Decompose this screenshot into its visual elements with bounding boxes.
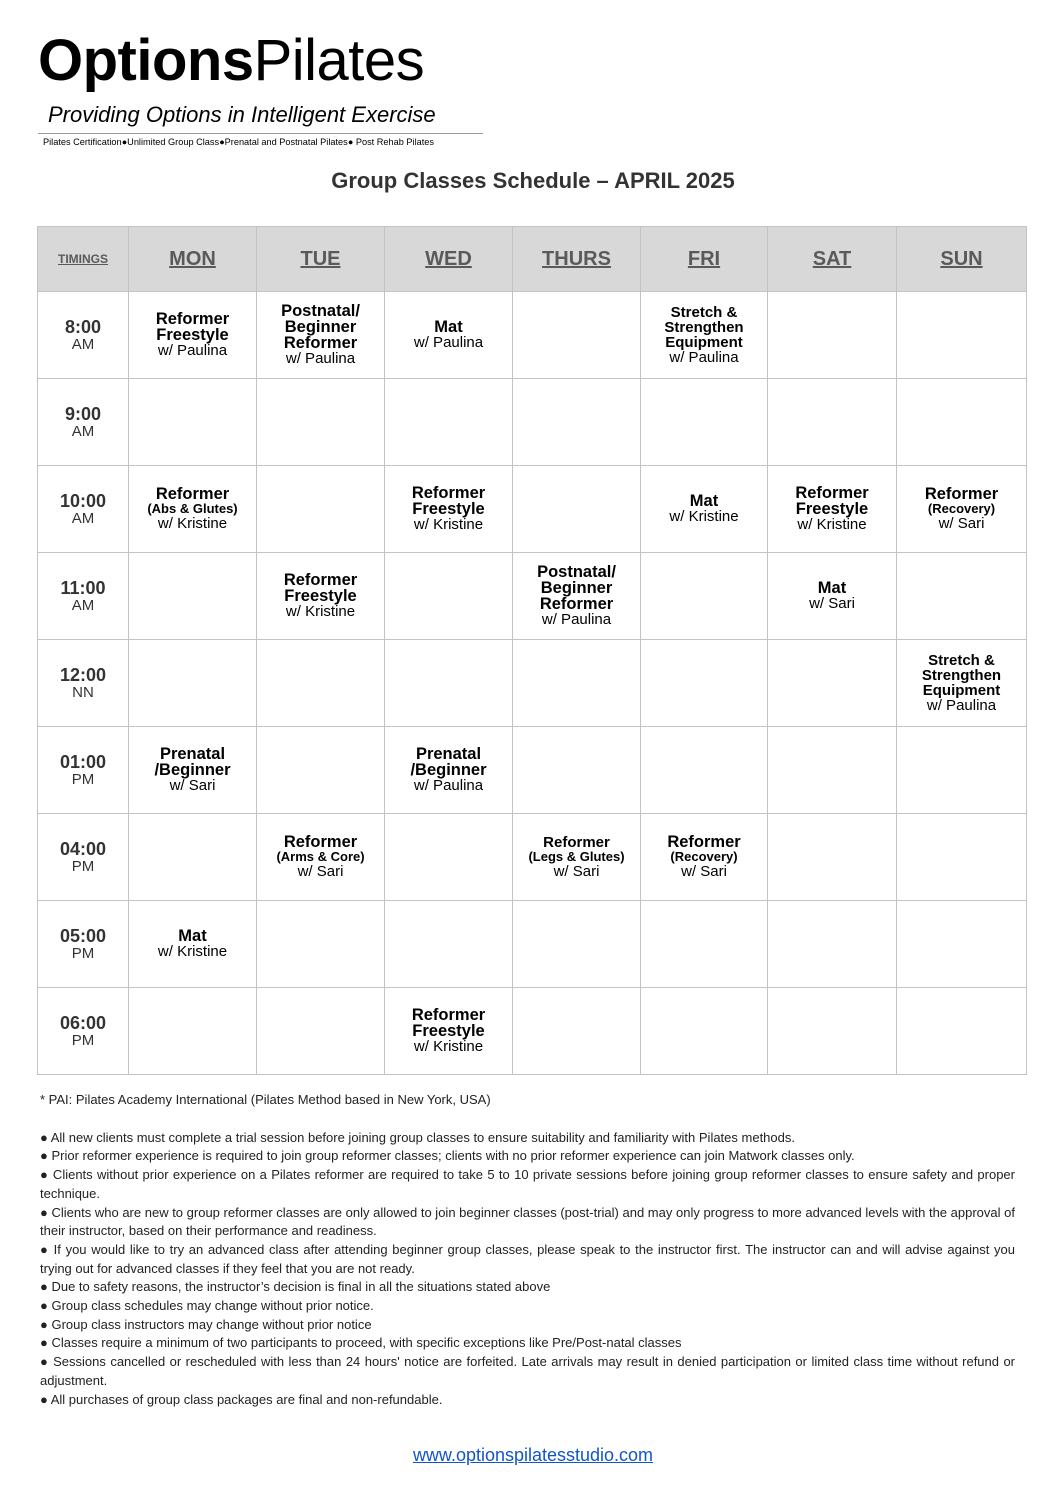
time-cell — [38, 727, 129, 814]
empty-cell — [257, 640, 385, 727]
empty-cell — [768, 727, 897, 814]
policy-item: ● Prior reformer experience is required to join group reformer classes; clients with no prior reformer experience can join Matwork classes only. — [40, 1148, 855, 1164]
empty-cell — [385, 553, 513, 640]
empty-cell — [897, 292, 1027, 379]
day-header-sat: SAT — [768, 227, 897, 292]
time-cell — [38, 640, 129, 727]
class-name: Reformer — [283, 833, 358, 851]
time-cell — [38, 988, 129, 1075]
empty-cell — [768, 901, 897, 988]
policy-item: ● Group class schedules may change without prior notice. — [40, 1298, 374, 1314]
empty-cell — [768, 379, 897, 466]
class-cell — [257, 814, 385, 901]
class-cell — [641, 814, 768, 901]
timings-header: TIMINGS — [38, 227, 129, 292]
empty-cell — [513, 727, 641, 814]
class-name: Reformer Freestyle — [155, 310, 230, 344]
empty-cell — [897, 988, 1027, 1075]
time-cell — [38, 292, 129, 379]
empty-cell — [641, 727, 768, 814]
class-name: Reformer Freestyle — [283, 571, 358, 605]
time-period: AM — [71, 509, 95, 527]
class-instructor: w/ Kristine — [157, 943, 228, 960]
policy-item: ● Clients without prior experience on a Pilates reformer are required to take 5 to 10 private sessions before joining group reformer classes to ensure safety and proper technique. — [40, 1167, 1015, 1201]
class-cell — [641, 292, 768, 379]
empty-cell — [513, 379, 641, 466]
empty-cell — [897, 814, 1027, 901]
empty-cell — [385, 901, 513, 988]
class-cell — [897, 640, 1027, 727]
time-label: 04:00 — [59, 838, 107, 859]
class-cell — [257, 553, 385, 640]
class-cell — [513, 814, 641, 901]
time-label: 11:00 — [60, 577, 106, 598]
class-instructor: w/ Paulina — [285, 350, 356, 367]
class-instructor: w/ Kristine — [669, 508, 739, 525]
footer — [0, 1445, 1059, 1466]
empty-cell — [641, 988, 768, 1075]
empty-cell — [129, 379, 257, 466]
time-label: 8:00 — [64, 316, 102, 337]
empty-cell — [513, 988, 641, 1075]
class-cell — [385, 292, 513, 379]
class-name: Postnatal/ Beginner Reformer — [537, 563, 616, 613]
page-title: Group Classes Schedule – APRIL 2025 — [331, 168, 735, 193]
time-label: 12:00 — [59, 664, 107, 685]
class-instructor: w/ Sari — [169, 777, 216, 794]
empty-cell — [897, 901, 1027, 988]
brand-tagline: Providing Options in Intelligent Exercise — [48, 102, 436, 127]
class-instructor: w/ Kristine — [157, 515, 228, 532]
empty-cell — [768, 814, 897, 901]
class-cell — [385, 727, 513, 814]
class-instructor: w/ Paulina — [413, 334, 484, 351]
policy-item: ● All purchases of group class packages are final and non-refundable. — [40, 1391, 443, 1407]
policy-item: ● Due to safety reasons, the instructor’s decision is final in all the situations stated above — [40, 1279, 551, 1295]
class-instructor: w/ Kristine — [797, 516, 867, 533]
class-instructor: w/ Sari — [297, 863, 344, 880]
class-focus: (Abs & Glutes) — [147, 501, 238, 516]
class-name: Stretch & Strengthen Equipment — [664, 303, 744, 351]
pai-note: * PAI: Pilates Academy International (Pilates Method based in New York, USA) — [40, 1092, 491, 1107]
class-focus: (Legs & Glutes) — [528, 848, 625, 864]
day-header-fri: FRI — [641, 227, 768, 292]
policy-item: ● Sessions cancelled or rescheduled with less than 24 hours' notice are forfeited. Late arrivals may result in denied participation or limited class time without refund or adjustment. — [40, 1354, 1015, 1388]
time-row — [38, 901, 1027, 988]
empty-cell — [897, 553, 1027, 640]
brand-services: Pilates Certification●Unlimited Group Class●Prenatal and Postnatal Pilates● Post Rehab Pilates — [43, 137, 434, 147]
day-header-thurs: THURS — [513, 227, 641, 292]
class-instructor: w/ Paulina — [669, 348, 739, 366]
brand-logo — [38, 30, 488, 92]
class-cell — [129, 727, 257, 814]
empty-cell — [513, 901, 641, 988]
time-cell — [38, 814, 129, 901]
class-cell — [768, 466, 897, 553]
empty-cell — [641, 640, 768, 727]
class-name: Reformer Freestyle — [795, 484, 869, 518]
class-name: Stretch & Strengthen Equipment — [921, 651, 1002, 699]
class-cell — [768, 553, 897, 640]
class-name: Reformer — [543, 833, 610, 851]
policy-item: ● If you would like to try an advanced class after attending beginner group classes, please speak to the instructor first. The instructor can and will advise against you trying out for advanced classes if they feel that you are not ready. — [40, 1241, 1015, 1276]
class-focus: (Arms & Core) — [276, 849, 365, 864]
time-period: AM — [71, 596, 95, 614]
class-name: Prenatal /Beginner — [154, 745, 231, 779]
empty-cell — [129, 553, 257, 640]
time-label: 01:00 — [59, 751, 107, 772]
class-name: Mat — [178, 927, 207, 945]
time-cell — [38, 553, 129, 640]
class-cell — [129, 292, 257, 379]
policy-item: ● All new clients must complete a trial session before joining group classes to ensure suitability and familiarity with Pilates methods. — [40, 1129, 795, 1145]
time-period: PM — [71, 1031, 95, 1049]
time-label: 10:00 — [59, 490, 107, 511]
time-row — [38, 640, 1027, 727]
empty-cell — [641, 901, 768, 988]
empty-cell — [385, 640, 513, 727]
empty-cell — [513, 640, 641, 727]
time-cell — [38, 901, 129, 988]
class-focus: (Recovery) — [670, 849, 738, 864]
class-name: Postnatal/ Beginner Reformer — [281, 302, 360, 352]
class-name: Reformer — [667, 833, 741, 851]
time-row — [38, 814, 1027, 901]
time-label: 9:00 — [64, 403, 102, 424]
day-header-wed: WED — [385, 227, 513, 292]
class-instructor: w/ Sari — [938, 515, 985, 532]
class-name: Reformer — [924, 485, 999, 503]
class-cell — [513, 553, 641, 640]
time-row — [38, 379, 1027, 466]
empty-cell — [129, 814, 257, 901]
class-name: Reformer Freestyle — [411, 1006, 486, 1040]
class-cell — [385, 466, 513, 553]
tagline-divider — [38, 133, 483, 134]
time-row — [38, 292, 1027, 379]
class-name: Prenatal /Beginner — [410, 745, 487, 779]
time-row — [38, 988, 1027, 1075]
time-period: PM — [71, 770, 95, 788]
time-row — [38, 553, 1027, 640]
brand-name-light: Pilates — [253, 28, 425, 93]
class-cell — [641, 466, 768, 553]
empty-cell — [513, 466, 641, 553]
brand-name-bold: Options — [38, 28, 254, 93]
class-instructor: w/ Paulina — [413, 777, 484, 794]
class-instructor: w/ Sari — [809, 595, 855, 612]
time-cell — [38, 379, 129, 466]
time-period: PM — [71, 857, 95, 875]
time-label: 05:00 — [59, 925, 107, 946]
schedule-table — [37, 226, 1027, 1075]
empty-cell — [768, 988, 897, 1075]
time-period: AM — [71, 422, 95, 440]
class-cell — [897, 466, 1027, 553]
class-focus: (Recovery) — [927, 501, 996, 516]
policy-item: ● Classes require a minimum of two participants to proceed, with specific exceptions like Pre/Post-natal classes — [40, 1335, 682, 1351]
empty-cell — [385, 814, 513, 901]
empty-cell — [513, 292, 641, 379]
empty-cell — [641, 553, 768, 640]
class-instructor: w/ Kristine — [413, 516, 484, 533]
class-instructor: w/ Sari — [681, 863, 727, 880]
class-cell — [257, 292, 385, 379]
brand-header — [38, 30, 488, 147]
empty-cell — [257, 379, 385, 466]
class-name: Reformer — [155, 485, 230, 503]
empty-cell — [129, 988, 257, 1075]
empty-cell — [768, 640, 897, 727]
day-header-mon: MON — [129, 227, 257, 292]
empty-cell — [897, 727, 1027, 814]
class-name: Mat — [434, 318, 463, 336]
day-header-tue: TUE — [257, 227, 385, 292]
class-instructor: w/ Kristine — [413, 1038, 484, 1055]
class-name: Mat — [689, 492, 719, 510]
time-row — [38, 466, 1027, 553]
schedule-header-row — [38, 227, 1027, 292]
class-instructor: w/ Paulina — [541, 611, 612, 628]
class-cell — [129, 901, 257, 988]
empty-cell — [897, 379, 1027, 466]
time-row — [38, 727, 1027, 814]
policy-list — [40, 1129, 1015, 1410]
class-cell — [385, 988, 513, 1075]
empty-cell — [385, 379, 513, 466]
class-name: Reformer Freestyle — [411, 484, 486, 518]
policy-item: ● Clients who are new to group reformer classes are only allowed to join beginner classes (post-trial) and may only progress to more advanced levels with the approval of their instructor, based on their performance and readiness. — [40, 1204, 1015, 1239]
time-period: PM — [71, 944, 95, 962]
empty-cell — [129, 640, 257, 727]
class-instructor: w/ Paulina — [157, 342, 228, 359]
empty-cell — [257, 727, 385, 814]
time-period: NN — [72, 683, 94, 701]
time-cell — [38, 466, 129, 553]
empty-cell — [768, 292, 897, 379]
website-link[interactable]: www.optionspilatesstudio.com — [412, 1445, 654, 1465]
class-instructor: w/ Kristine — [285, 603, 356, 620]
class-name: Mat — [817, 579, 847, 597]
empty-cell — [257, 901, 385, 988]
empty-cell — [641, 379, 768, 466]
class-instructor: w/ Sari — [553, 862, 600, 880]
class-instructor: w/ Paulina — [926, 696, 997, 714]
day-header-sun: SUN — [897, 227, 1027, 292]
time-label: 06:00 — [59, 1012, 107, 1033]
empty-cell — [257, 988, 385, 1075]
policy-notes — [40, 1091, 1015, 1409]
time-period: AM — [71, 335, 95, 353]
policy-item: ● Group class instructors may change without prior notice — [40, 1316, 372, 1332]
schedule-body — [38, 292, 1027, 1075]
class-cell — [129, 466, 257, 553]
empty-cell — [257, 466, 385, 553]
